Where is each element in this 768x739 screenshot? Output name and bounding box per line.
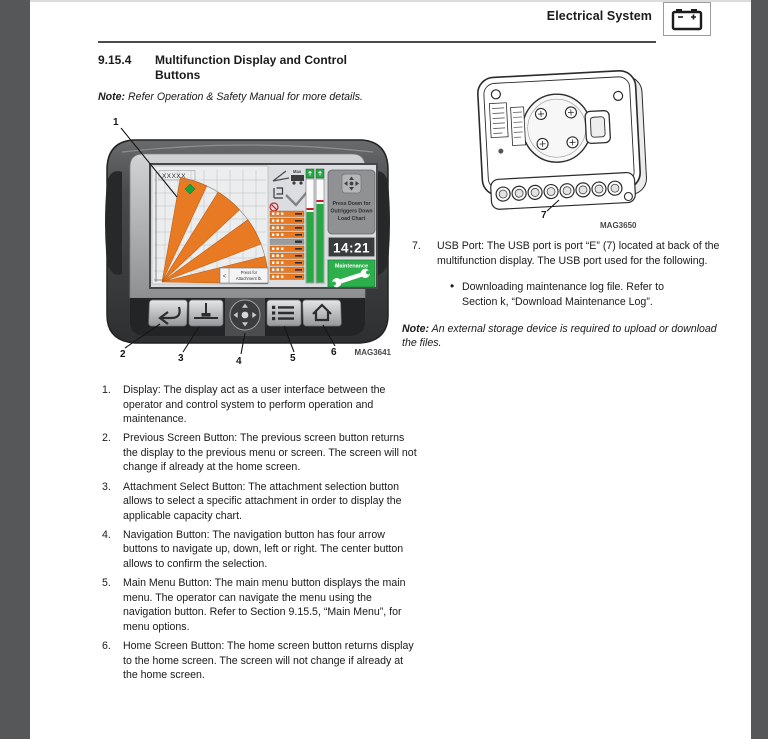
- battery-icon-glyph: [671, 7, 703, 31]
- list-item-5: [102, 576, 420, 634]
- callout-3: 3: [178, 353, 184, 364]
- callout-5: 5: [290, 353, 296, 364]
- list-item-3: [102, 480, 420, 524]
- list-item-1-number: 1.: [102, 384, 111, 396]
- attachment-select-button: [189, 300, 223, 326]
- note-top-label: Note:: [98, 91, 126, 103]
- time-display: [328, 237, 375, 257]
- main-menu-button: [267, 300, 301, 326]
- list-item-5-text: Main Menu Button: The main menu button displays the main menu. The operator can navigate the menu using the navigation button. Refer to Section 9.15.5, “Main Menu”, for menu options.: [123, 577, 406, 633]
- list-item-6-text: Home Screen Button: The home screen button returns display to the home screen. The screen will not change if already at the home screen.: [123, 640, 414, 682]
- max-label: Max: [293, 169, 302, 174]
- time-value: 14:21: [332, 240, 371, 256]
- note-top-text: Refer Operation & Safety Manual for more details.: [128, 91, 363, 103]
- figure-front-code: MAG3641: [354, 348, 391, 357]
- list-item-6: [102, 639, 420, 683]
- section-title: Multifunction Display and Control Buttons: [155, 53, 347, 82]
- list-item-5-number: 5.: [102, 577, 111, 590]
- list-item-4-text: Navigation Button: The navigation button has four arrow buttons to navigate up, down, left or right. The center button allows to confirm the selection.: [123, 528, 404, 571]
- usb-bullet-item: [402, 280, 698, 309]
- panel-message-line3: Load Chart: [337, 216, 366, 222]
- mount-hole-right: [613, 91, 622, 100]
- list-item-7: [402, 239, 724, 268]
- header-rule: [98, 41, 656, 43]
- front-display-figure: [100, 110, 395, 368]
- list-item-3-text: Attachment Select Button: The attachment selection button allows to select a specific attachment in order to display the applicable capacity chart.: [123, 480, 402, 522]
- list-item-4: [102, 528, 420, 572]
- rear-display-figure: [455, 58, 705, 234]
- section-number: 9.15.4: [98, 53, 132, 67]
- note-bottom-text: An external storage device is required to upload or download the files.: [402, 323, 717, 350]
- port-connector-dsub: [585, 110, 611, 143]
- usb-port-section: [402, 239, 724, 350]
- rear-housing: [477, 70, 648, 210]
- panel-message-line2: Outriggers Down: [330, 208, 373, 215]
- page-header-title: Electrical System: [546, 9, 652, 23]
- callout-6: 6: [331, 347, 337, 358]
- maintenance-label: Maintenance: [334, 263, 369, 270]
- panel-message-line1: Press Down for: [332, 201, 371, 207]
- info-panel: [328, 170, 375, 289]
- callout-4: 4: [236, 356, 242, 367]
- list-item-4-number: 4.: [102, 528, 111, 541]
- list-item-2: [102, 431, 420, 475]
- note-bottom: [402, 322, 722, 350]
- note-top: [98, 90, 428, 104]
- viewer-right-margin: [751, 0, 768, 739]
- list-item-2-number: 2.: [102, 432, 111, 445]
- note-bottom-label: Note:: [402, 323, 430, 336]
- rear-display-art: [455, 58, 705, 234]
- front-display-art: [100, 110, 395, 368]
- maintenance-banner: [328, 260, 375, 289]
- previous-screen-button: [149, 300, 188, 326]
- list-item-1: [102, 383, 420, 427]
- chart-label: XXXXX: [162, 172, 186, 180]
- bullet-icon: •: [450, 279, 455, 294]
- callout-1: 1: [113, 117, 119, 128]
- home-screen-button: [303, 300, 342, 326]
- svg-text:<: <: [222, 274, 227, 280]
- list-item-2-text: Previous Screen Button: The previous screen button returns the display to the previous menu or screen. The screen will not change if already at the home screen.: [123, 432, 417, 474]
- callout-7: 7: [541, 210, 547, 221]
- battery-icon: [663, 2, 711, 36]
- usb-bullet-text: Downloading maintenance log file. Refer to Section k, “Download Maintenance Log”.: [462, 281, 664, 308]
- button-description-list: [102, 383, 420, 687]
- navigation-button: [225, 298, 265, 336]
- list-item-3-number: 3.: [102, 480, 111, 493]
- attach-note-line2: Attachment lb.: [235, 276, 263, 281]
- list-item-7-number: 7.: [412, 240, 421, 252]
- viewer-left-margin: [0, 0, 30, 739]
- page-top-edge: [30, 0, 751, 2]
- attachment-select-box: [220, 268, 268, 283]
- list-item-1-text: Display: The display act as a user interface between the operator and control system to perform operation and maintenance.: [123, 384, 386, 426]
- button-strip: [130, 298, 365, 336]
- nav-pad-icon: [342, 174, 361, 193]
- attach-note-line1: Press for: [240, 270, 258, 275]
- callout-2: 2: [120, 349, 126, 360]
- display-screen: [150, 164, 377, 289]
- list-item-6-number: 6.: [102, 640, 111, 652]
- figure-back-code: MAG3650: [600, 221, 637, 230]
- load-chart: [152, 166, 268, 284]
- mount-hole-left: [491, 90, 500, 99]
- list-item-7-text: USB Port: The USB port is port “E” (7) located at back of the multifunction display. The USB port used for the following.: [437, 240, 720, 267]
